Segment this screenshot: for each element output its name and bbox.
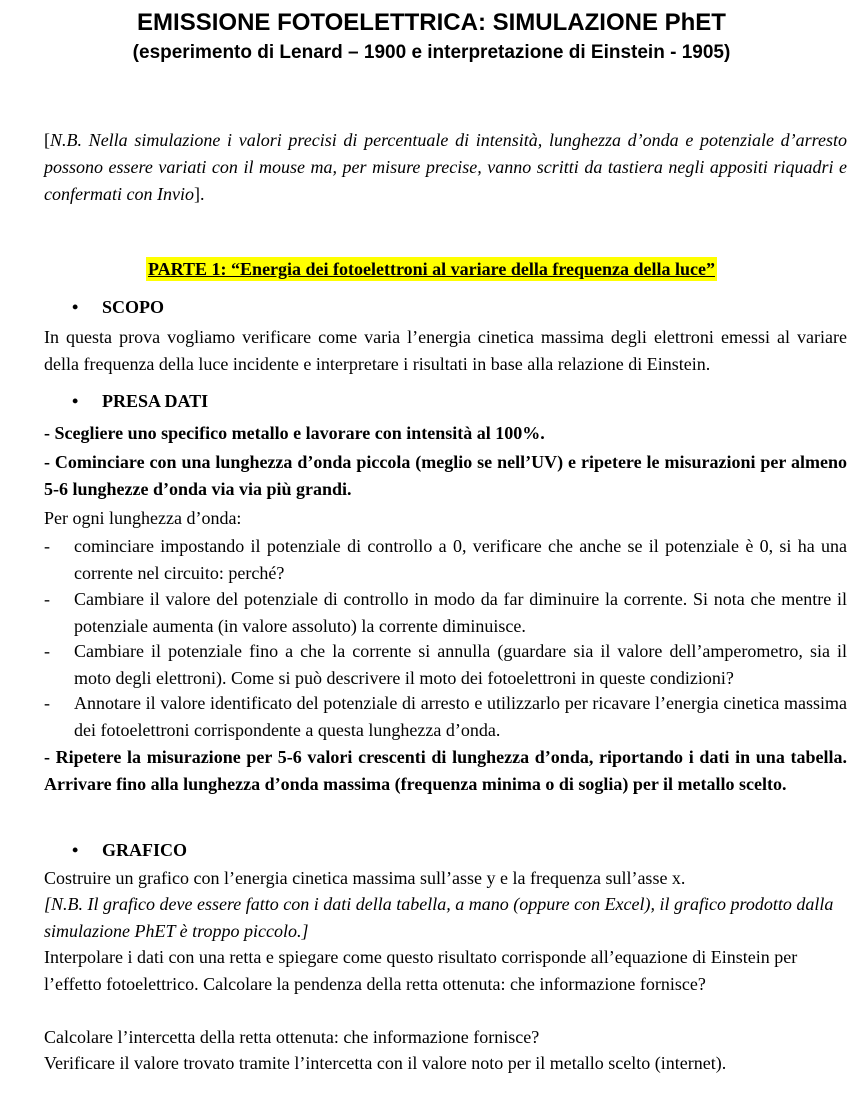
list-item: [44, 638, 847, 692]
grafico-text2: Interpolare i dati con una retta e spiegare come questo risultato corrisponde all’equazione di Einstein per l’effetto fotoelettrico. Calcolare la pendenza della retta ottenuta: che informazione fornisce?: [44, 947, 798, 994]
simulation-note: [44, 127, 847, 208]
part1-heading-wrap: [0, 257, 863, 281]
grafico-heading-label: GRAFICO: [102, 840, 187, 860]
presa-dati-step3: - Ripetere la misurazione per 5-6 valori crescenti di lunghezza d’onda, riportando i dati in una tabella. Arrivare fino alla lunghezza d’onda massima (frequenza minima o di soglia) per il metallo scelto.: [44, 747, 847, 794]
list-item-text: Cambiare il potenziale fino a che la corrente si annulla (guardare sia il valore dell’amperometro, sia il moto degli elettroni). Come si può descrivere il moto dei fotoelettroni in queste condizioni?: [74, 641, 847, 688]
dash-marker: -: [44, 589, 50, 609]
dash-marker: -: [44, 536, 50, 556]
grafico-note: [N.B. Il grafico deve essere fatto con i dati della tabella, a mano (oppure con Excel), il grafico prodotto dalla simulazione PhET è troppo piccolo.]: [44, 894, 834, 941]
grafico-text3: Calcolare l’intercetta della retta ottenuta: che informazione fornisce?: [44, 1027, 540, 1047]
note-open-bracket: [: [44, 130, 50, 150]
page-title: EMISSIONE FOTOELETTRICA: SIMULAZIONE PhET: [137, 9, 726, 36]
bullet-icon: •: [72, 297, 79, 317]
list-item-text: Annotare il valore identificato del potenziale di arresto e utilizzarlo per ricavare l’energia cinetica massima dei fotoelettroni corrispondente a questa lunghezza d’onda.: [74, 693, 847, 740]
list-item: [44, 533, 847, 587]
list-item-text: Cambiare il valore del potenziale di controllo in modo da far diminuire la corrente. Si nota che mentre il potenziale aumenta (in valore assoluto) la corrente diminuisce.: [74, 589, 847, 636]
scopo-heading-label: SCOPO: [102, 297, 165, 317]
section-grafico-heading: [72, 838, 187, 862]
note-close-bracket: ].: [193, 184, 205, 204]
list-item-text: cominciare impostando il potenziale di controllo a 0, verificare che anche se il potenziale è 0, si ha una corrente nel circuito: perché?: [74, 536, 847, 583]
grafico-text4: Verificare il valore trovato tramite l’intercetta con il valore noto per il metallo scelto (internet).: [44, 1053, 727, 1073]
presa-dati-heading-label: PRESA DATI: [102, 391, 209, 411]
dash-marker: -: [44, 641, 50, 661]
dash-marker: -: [44, 693, 50, 713]
presa-dati-step2: - Cominciare con una lunghezza d’onda piccola (meglio se nell’UV) e ripetere le misurazioni per almeno 5-6 lunghezze d’onda via via più grandi.: [44, 452, 847, 499]
scopo-text: In questa prova vogliamo verificare come varia l’energia cinetica massima degli elettroni emessi al variare della frequenza della luce incidente e interpretare i risultati in base alla relazione di Einstein.: [44, 327, 847, 374]
list-item: [44, 586, 847, 640]
bullet-icon: •: [72, 391, 79, 411]
page-subtitle: (esperimento di Lenard – 1900 e interpretazione di Einstein - 1905): [132, 42, 731, 63]
grafico-text1: Costruire un grafico con l’energia cinetica massima sull’asse y e la frequenza sull’asse x.: [44, 868, 686, 888]
section-presa-dati-heading: [72, 389, 208, 413]
presa-dati-intro: Per ogni lunghezza d’onda:: [44, 508, 242, 528]
section-scopo-heading: [72, 295, 164, 319]
part1-heading: PARTE 1: “Energia dei fotoelettroni al variare della frequenza della luce”: [148, 259, 715, 279]
note-text: N.B. Nella simulazione i valori precisi di percentuale di intensità, lunghezza d’onda e potenziale d’arresto possono essere variati con il mouse ma, per misure precise, vanno scritti da tastiera negli appositi riquadri e confermati con Invio: [44, 130, 847, 204]
presa-dati-step1: - Scegliere uno specifico metallo e lavorare con intensità al 100%.: [44, 423, 545, 443]
bullet-icon: •: [72, 840, 79, 860]
list-item: [44, 690, 847, 744]
